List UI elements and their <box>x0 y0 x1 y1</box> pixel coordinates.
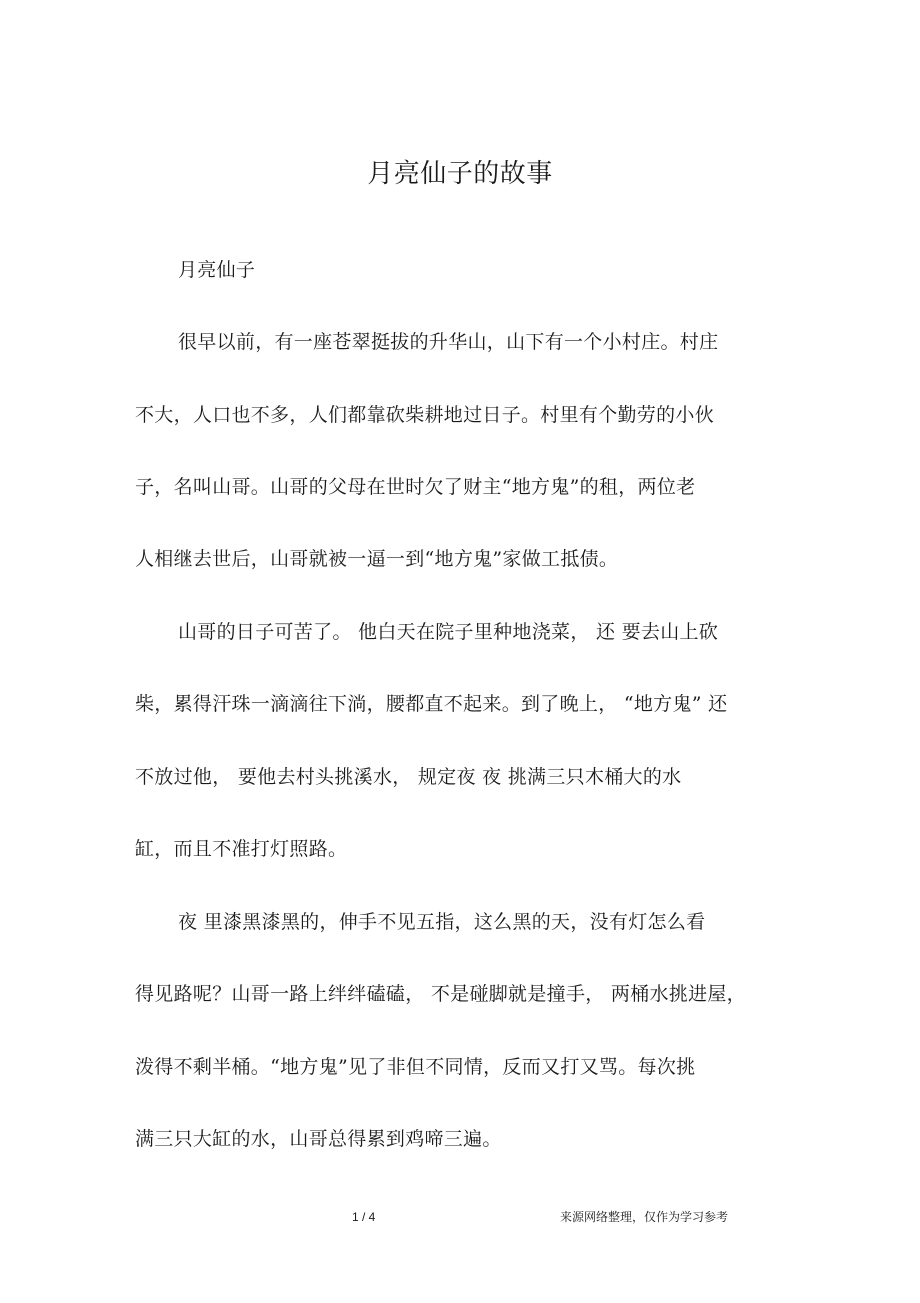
footer-note: 来源网络整理，仅作为学习参考 <box>560 1210 729 1224</box>
subtitle: 月亮仙子 <box>178 259 256 281</box>
paragraph-line: 泼得不剩半桶。“地方鬼”见了非但不同情，反而又打又骂。每次挑 <box>135 1056 696 1078</box>
paragraph-line: 柴，累得汗珠一滴滴往下淌，腰都直不起来。到了晚上， “地方鬼” 还 <box>135 693 728 715</box>
paragraph-line: 山哥的日子可苦了。 他白天在院子里种地浇菜， 还 要去山上砍 <box>178 621 719 643</box>
paragraph-line: 满三只大缸的水，山哥总得累到鸡啼三遍。 <box>135 1128 502 1150</box>
paragraph-line: 很早以前，有一座苍翠挺拔的升华山，山下有一个小村庄。村庄 <box>178 331 719 353</box>
paragraph-line: 人相继去世后，山哥就被一逼一到“地方鬼”家做工抵债。 <box>135 548 619 570</box>
paragraph-line: 缸，而且不准打灯照路。 <box>135 838 348 860</box>
paragraph-line: 得见路呢？山哥一路上绊绊磕磕， 不是碰脚就是撞手， 两桶水挑进屋， <box>135 983 746 1005</box>
page-number: 1 / 4 <box>352 1210 376 1224</box>
paragraph-line: 夜 里漆黑漆黑的，伸手不见五指，这么黑的天，没有灯怎么看 <box>178 911 706 933</box>
paragraph-line: 不放过他， 要他去村头挑溪水， 规定夜 夜 挑满三只木桶大的水 <box>135 766 682 788</box>
paragraph-line: 子，名叫山哥。山哥的父母在世时欠了财主“地方鬼”的租，两位老 <box>135 476 696 498</box>
page-title: 月亮仙子的故事 <box>367 159 553 189</box>
paragraph-line: 不大，人口也不多，人们都靠砍柴耕地过日子。村里有个勤劳的小伙 <box>135 404 715 426</box>
